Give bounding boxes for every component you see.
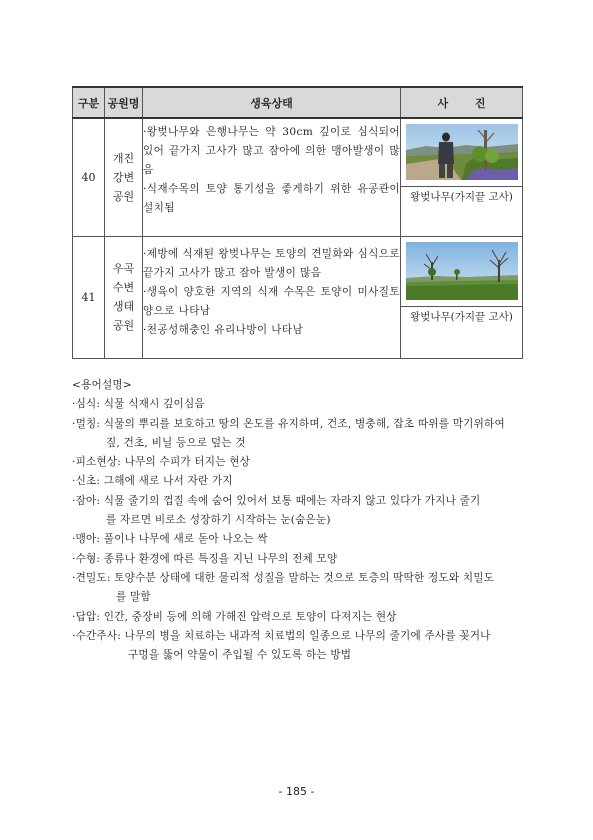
park-name-line: 강변 bbox=[112, 170, 135, 184]
park-name-line: 공원 bbox=[112, 189, 135, 203]
park-name-line: 공원 bbox=[112, 319, 135, 332]
glossary-continuation: 구멍을 뚫어 약물이 주입될 수 있도록 하는 방법 bbox=[128, 649, 352, 662]
header-category: 구분 bbox=[73, 87, 105, 118]
glossary-text: ·잠아: 식물 줄기의 껍질 속에 숨어 있어서 보통 때에는 자라지 않고 있다가 가지나 줄기 bbox=[72, 494, 481, 507]
glossary-item bbox=[72, 627, 527, 666]
condition-item: ·생육이 양호한 지역의 식재 수목은 토양이 미사질토양으로 나타남 bbox=[143, 285, 400, 317]
glossary-section bbox=[72, 376, 527, 665]
page-number: - 185 - bbox=[278, 785, 315, 798]
park-name-line: 수변 bbox=[112, 281, 135, 294]
growth-condition bbox=[143, 118, 401, 236]
table-header-row bbox=[73, 87, 523, 118]
park-condition-table bbox=[72, 86, 523, 359]
glossary-item bbox=[72, 608, 527, 627]
glossary-text: ·피소현상: 나무의 수피가 터지는 현상 bbox=[72, 456, 251, 469]
photo-caption: 왕벚나무(가지끝 고사) bbox=[401, 186, 522, 207]
glossary-text: ·수형: 종류나 환경에 따른 특징을 지닌 나무의 전체 모양 bbox=[72, 552, 338, 565]
glossary-text: ·맹아: 풀이나 나무에 새로 돋아 나오는 싹 bbox=[72, 533, 268, 546]
photo-cell bbox=[401, 118, 523, 236]
row-number: 40 bbox=[73, 118, 105, 236]
condition-item: ·왕벚나무와 은행나무는 약 30cm 깊이로 심식되어 있어 끝가지 고사가 많고 잠아에 의한 맹아발생이 많음 bbox=[143, 126, 400, 176]
glossary-continuation: 를 자르면 비로소 성장하기 시작하는 눈(숨은눈) bbox=[106, 514, 331, 527]
glossary-item bbox=[72, 530, 527, 549]
glossary-title: <용어설명> bbox=[72, 379, 132, 391]
glossary-text: ·신초: 그해에 새로 나서 자란 가지 bbox=[72, 475, 233, 488]
glossary-item bbox=[72, 550, 527, 569]
park-name-line: 생태 bbox=[112, 300, 135, 313]
glossary-text: ·답압: 인간, 중장비 등에 의해 가해진 압력으로 토양이 다져지는 현상 bbox=[72, 610, 397, 623]
glossary-item bbox=[72, 569, 527, 608]
table-row bbox=[73, 118, 523, 236]
glossary-item bbox=[72, 395, 527, 414]
park-name-line: 개진 bbox=[112, 151, 135, 165]
park-name bbox=[105, 118, 143, 236]
photo-caption: 왕벚나무(가지끝 고사) bbox=[401, 306, 522, 327]
header-growth-condition: 생육상태 bbox=[143, 87, 401, 118]
glossary-continuation: 를 말함 bbox=[116, 591, 151, 604]
condition-item: ·식재수목의 토양 통기성을 좋게하기 위한 유공관이 설치됨 bbox=[143, 183, 400, 214]
cherry-tree-photo bbox=[406, 124, 518, 180]
row-number: 41 bbox=[73, 236, 105, 358]
growth-condition bbox=[143, 236, 401, 358]
glossary-item bbox=[72, 453, 527, 472]
glossary-item bbox=[72, 472, 527, 491]
glossary-text: ·견밀도: 토양수분 상태에 대한 물리적 성질을 말하는 것으로 토층의 딱딱한 정도와 치밀도 bbox=[72, 571, 495, 584]
table-row bbox=[73, 236, 523, 358]
header-photo: 사 진 bbox=[401, 87, 523, 118]
header-park-name: 공원명 bbox=[105, 87, 143, 118]
condition-item: ·천공성해충인 유리나방이 나타남 bbox=[143, 323, 304, 336]
park-name-line: 우곡 bbox=[112, 262, 135, 275]
glossary-text: ·심식: 식물 식재시 깊이심음 bbox=[72, 398, 205, 411]
glossary-item bbox=[72, 492, 527, 531]
photo-cell bbox=[401, 236, 523, 358]
condition-item: ·제방에 식재된 왕벚나무는 토양의 견밀화와 심식으로 끝가지 고사가 많고 잠아 발생이 많음 bbox=[143, 247, 400, 279]
glossary-item bbox=[72, 415, 527, 454]
cherry-tree-photo bbox=[406, 242, 518, 300]
glossary-continuation: 짚, 건초, 비닐 등으로 덮는 것 bbox=[106, 436, 246, 449]
glossary-text: ·멀칭: 식물의 뿌리를 보호하고 땅의 온도를 유지하며, 건조, 병충해, 잡초 따위를 막기위하여 bbox=[72, 417, 505, 430]
glossary-text: ·수간주사: 나무의 병을 치료하는 내과적 치료법의 일종으로 나무의 줄기에 주사를 꽂거나 bbox=[72, 629, 491, 642]
park-name bbox=[105, 236, 143, 358]
